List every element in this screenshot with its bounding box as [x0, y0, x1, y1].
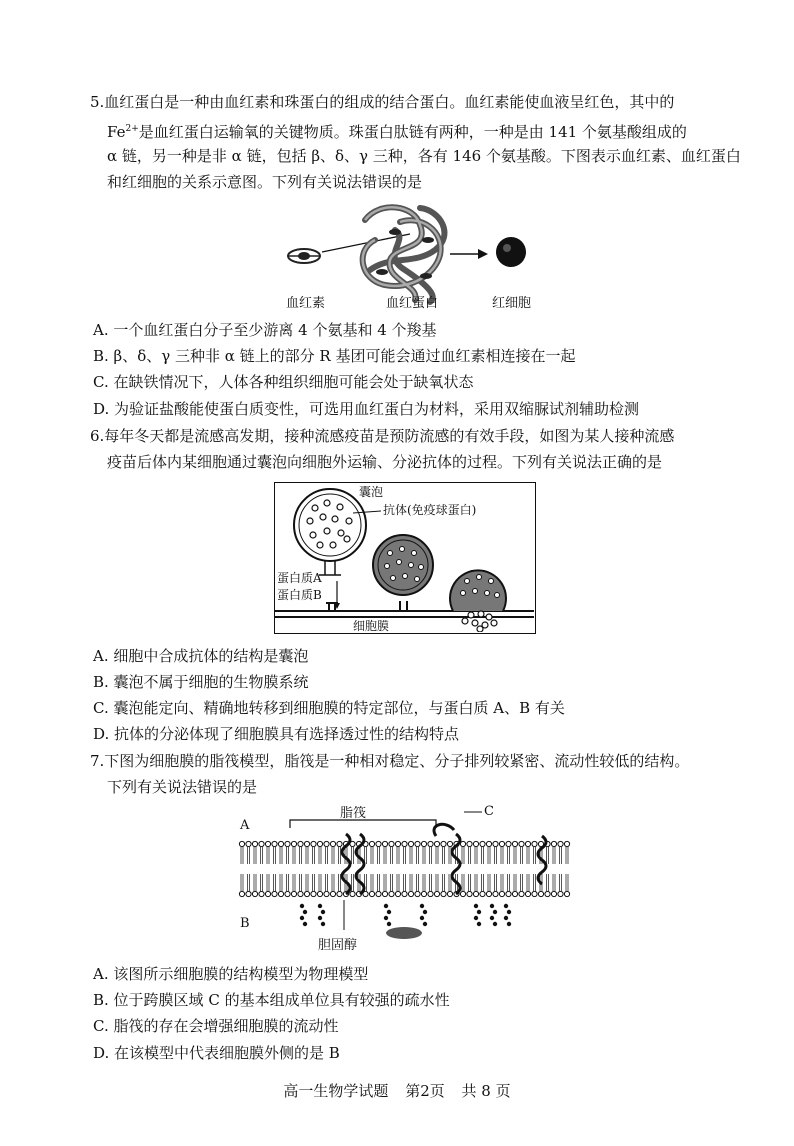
glycan-bead [303, 922, 307, 926]
q7-line2: 下列有关说法错误的是 [107, 778, 258, 796]
phospholipid-head [434, 841, 439, 846]
phospholipid-tail [456, 847, 458, 864]
lipid-raft-label: 脂筏 [340, 806, 367, 821]
side-a-label: A [240, 818, 250, 833]
glycan-bead [318, 904, 322, 908]
phospholipid-head [278, 841, 283, 846]
protein-a-label: 蛋白质A [277, 571, 322, 585]
phospholipid-tail [391, 847, 393, 864]
q5-option-d: D. 为验证盐酸能使蛋白质变性，可选用血红蛋白为材料，采用双缩脲试剂辅助检测 [93, 400, 640, 418]
phospholipid-head [330, 891, 335, 896]
phospholipid-tail [436, 874, 438, 891]
phospholipid-tail [313, 874, 315, 891]
phospholipid-head [519, 891, 524, 896]
phospholipid-head [447, 841, 452, 846]
glycan-bead [423, 922, 427, 926]
phospholipid-tail [384, 874, 386, 891]
phospholipid-head [304, 891, 309, 896]
phospholipid-tail [280, 847, 282, 864]
phospholipid-tail [560, 874, 562, 891]
vesicle-2-icon [373, 535, 433, 595]
phospholipid-head [473, 891, 478, 896]
phospholipid-head [278, 891, 283, 896]
phospholipid-head [395, 891, 400, 896]
phospholipid-head [291, 841, 296, 846]
phospholipid-tail [267, 847, 269, 864]
glycan-bead [420, 904, 424, 908]
q5-option-b: B. β、δ、γ 三种非 α 链上的部分 R 基团可能会通过血红素相连接在一起 [93, 347, 576, 365]
phospholipid-head [441, 891, 446, 896]
phospholipid-tail [404, 874, 406, 891]
phospholipid-head [545, 891, 550, 896]
glycan-bead [477, 922, 481, 926]
phospholipid-head [252, 841, 257, 846]
phospholipid-tail [326, 874, 328, 891]
phospholipid-tail [267, 874, 269, 891]
phospholipid-head [512, 891, 517, 896]
phospholipid-tail [462, 874, 464, 891]
glycan-bead [387, 922, 391, 926]
phospholipid-head [395, 841, 400, 846]
phospholipid-tail [553, 874, 555, 891]
phospholipid-head [285, 841, 290, 846]
phospholipid-tail [371, 847, 373, 864]
hemoglobin-label: 血红蛋白 [386, 296, 439, 311]
phospholipid-tail [352, 847, 354, 864]
q7-line1: 7.下图为细胞膜的脂筏模型，脂筏是一种相对稳定、分子排列较紧密、流动性较低的结构。 [90, 752, 690, 770]
cell-membrane-label: 细胞膜 [353, 619, 390, 633]
phospholipid-head [467, 841, 472, 846]
phospholipid-tail [462, 847, 464, 864]
red-blood-cell-icon [496, 237, 526, 267]
phospholipid-tail [326, 847, 328, 864]
phospholipid-head [415, 891, 420, 896]
phospholipid-tail [391, 874, 393, 891]
vesicle-1-icon [294, 489, 366, 561]
phospholipid-tail [495, 874, 497, 891]
phospholipid-tail [384, 847, 386, 864]
phospholipid-head [525, 891, 530, 896]
phospholipid-head [324, 841, 329, 846]
phospholipid-tail [410, 847, 412, 864]
phospholipid-head [558, 841, 563, 846]
glycan-bead [493, 910, 497, 914]
q6-option-d: D. 抗体的分泌体现了细胞膜具有选择透过性的结构特点 [93, 725, 460, 743]
heme-label: 血红素 [286, 296, 326, 311]
phospholipid-tail [287, 874, 289, 891]
phospholipid-tail [313, 847, 315, 864]
phospholipid-tail [534, 847, 536, 864]
phospholipid-head [421, 891, 426, 896]
glycan-bead [321, 910, 325, 914]
phospholipid-head [298, 841, 303, 846]
phospholipid-tail [547, 847, 549, 864]
phospholipid-tail [397, 847, 399, 864]
phospholipid-head [272, 841, 277, 846]
glycan-bead [318, 916, 322, 920]
phospholipid-tail [449, 847, 451, 864]
phospholipid-tail [293, 847, 295, 864]
phospholipid-head [324, 891, 329, 896]
phospholipid-head [376, 841, 381, 846]
phospholipid-head [428, 891, 433, 896]
glycan-bead [474, 916, 478, 920]
footer-total: 共 8 页 [461, 1082, 511, 1100]
phospholipid-tail [430, 847, 432, 864]
phospholipid-tail [521, 874, 523, 891]
phospholipid-tail [274, 847, 276, 864]
phospholipid-head [304, 841, 309, 846]
cholesterol-label: 胆固醇 [318, 938, 358, 953]
glycan-bead [384, 916, 388, 920]
phospholipid-head [298, 891, 303, 896]
q7-option-a: A. 该图所示细胞膜的结构模型为物理模型 [93, 965, 369, 983]
phospholipid-head [330, 841, 335, 846]
phospholipid-tail [553, 847, 555, 864]
fe-charge: 2+ [125, 124, 139, 134]
glycan-bead [504, 916, 508, 920]
phospholipid-head [558, 891, 563, 896]
phospholipid-tail [280, 874, 282, 891]
q7-option-b: B. 位于跨膜区域 C 的基本组成单位具有较强的疏水性 [93, 991, 450, 1009]
phospholipid-head [239, 891, 244, 896]
phospholipid-tail [521, 847, 523, 864]
phospholipid-tail [352, 874, 354, 891]
phospholipid-tail [547, 874, 549, 891]
glycan-bead [474, 904, 478, 908]
phospholipid-head [473, 841, 478, 846]
phospholipid-tail [339, 847, 341, 864]
phospholipid-tail [436, 847, 438, 864]
phospholipid-tail [475, 874, 477, 891]
q6-line2: 疫苗后体内某细胞通过囊泡向细胞外运输、分泌抗体的过程。下列有关说法正确的是 [107, 453, 663, 471]
phospholipid-tail [300, 847, 302, 864]
phospholipid-head [564, 841, 569, 846]
phospholipid-tail [332, 874, 334, 891]
footer-page: 第2页 [405, 1082, 445, 1100]
q5-line1: 5.血红蛋白是一种由血红素和珠蛋白的组成的结合蛋白。血红素能使血液呈红色，其中的 [90, 93, 675, 111]
phospholipid-tail [254, 847, 256, 864]
lipid-raft-figure [236, 800, 576, 952]
phospholipid-head [551, 891, 556, 896]
phospholipid-head [512, 841, 517, 846]
q5-option-c: C. 在缺铁情况下，人体各种组织细胞可能会处于缺氧状态 [93, 373, 474, 391]
phospholipid-tail [241, 847, 243, 864]
phospholipid-tail [508, 874, 510, 891]
phospholipid-tail [566, 847, 568, 864]
phospholipid-head [252, 891, 257, 896]
phospholipid-head [285, 891, 290, 896]
q5-line3: α 链，另一种是非 α 链，包括 β、δ、γ 三种，各有 146 个氨基酸。下图表示血红素、血红蛋白 [107, 147, 741, 165]
phospholipid-tail [469, 847, 471, 864]
glycan-bead [300, 916, 304, 920]
phospholipid-tail [430, 874, 432, 891]
phospholipid-head [259, 841, 264, 846]
q5-line2-rest: 是血红蛋白运输氧的关键物质。珠蛋白肽链有两种，一种是由 141 个氨基酸组成的 [138, 123, 687, 141]
phospholipid-head [408, 891, 413, 896]
rbc-label: 红细胞 [492, 296, 532, 311]
q5-line4: 和红细胞的关系示意图。下列有关说法错误的是 [107, 173, 423, 191]
phospholipid-head [317, 841, 322, 846]
glycan-bead [490, 904, 494, 908]
phospholipid-tail [495, 847, 497, 864]
phospholipid-tail [410, 874, 412, 891]
cholesterol-blob-icon [386, 927, 422, 939]
phospholipid-tail [482, 874, 484, 891]
phospholipid-head [486, 841, 491, 846]
phospholipid-tail [371, 874, 373, 891]
phospholipid-head [551, 841, 556, 846]
fe-text: Fe [107, 123, 126, 141]
phospholipid-head [532, 891, 537, 896]
phospholipid-tail [319, 847, 321, 864]
phospholipid-tail [261, 874, 263, 891]
glycan-bead [504, 904, 508, 908]
phospholipid-head [337, 891, 342, 896]
phospholipid-tail [248, 847, 250, 864]
q7-option-d: D. 在该模型中代表细胞膜外侧的是 B [93, 1044, 340, 1062]
phospholipid-head [246, 841, 251, 846]
phospholipid-head [415, 841, 420, 846]
phospholipid-tail [501, 847, 503, 864]
phospholipid-tail [306, 847, 308, 864]
phospholipid-head [265, 841, 270, 846]
phospholipid-head [506, 841, 511, 846]
phospholipid-tail [300, 874, 302, 891]
phospholipid-tail [514, 874, 516, 891]
antibody-label: 抗体(免疫球蛋白) [383, 503, 477, 517]
glycan-bead [387, 910, 391, 914]
phospholipid-tail [423, 874, 425, 891]
q5-line2 [107, 119, 687, 142]
phospholipid-head [506, 891, 511, 896]
phospholipid-tail [475, 847, 477, 864]
phospholipid-tail [254, 874, 256, 891]
phospholipid-head [402, 841, 407, 846]
phospholipid-head [428, 841, 433, 846]
phospholipid-head [460, 841, 465, 846]
hemoglobin-figure [270, 200, 550, 312]
phospholipid-head [382, 891, 387, 896]
phospholipid-tail [488, 847, 490, 864]
phospholipid-tail [287, 847, 289, 864]
phospholipid-tail [261, 847, 263, 864]
q6-option-b: B. 囊泡不属于细胞的生物膜系统 [93, 673, 309, 691]
phospholipid-tail [560, 847, 562, 864]
phospholipid-head [272, 891, 277, 896]
glycan-bead [300, 904, 304, 908]
phospholipid-tail [488, 874, 490, 891]
phospholipid-head [480, 891, 485, 896]
region-c-label: C [484, 804, 494, 819]
phospholipid-tail [482, 847, 484, 864]
phospholipid-head [493, 891, 498, 896]
phospholipid-head [246, 891, 251, 896]
phospholipid-head [369, 841, 374, 846]
glycan-bead [420, 916, 424, 920]
phospholipid-head [291, 891, 296, 896]
phospholipid-head [493, 841, 498, 846]
glycan-bead [493, 922, 497, 926]
phospholipid-head [538, 891, 543, 896]
glycan-bead [321, 922, 325, 926]
page-footer [0, 1080, 794, 1101]
phospholipid-tail [527, 847, 529, 864]
phospholipid-tail [319, 874, 321, 891]
phospholipid-head [376, 891, 381, 896]
phospholipid-tail [417, 874, 419, 891]
phospholipid-tail [501, 874, 503, 891]
phospholipid-head [369, 891, 374, 896]
phospholipid-tail [423, 847, 425, 864]
glycan-bead [507, 922, 511, 926]
phospholipid-tail [443, 874, 445, 891]
phospholipid-head [480, 841, 485, 846]
q6-option-c: C. 囊泡能定向、精确地转移到细胞膜的特定部位，与蛋白质 A、B 有关 [93, 699, 565, 717]
phospholipid-head [447, 891, 452, 896]
q5-option-a: A. 一个血红蛋白分子至少游离 4 个氨基和 4 个羧基 [93, 321, 437, 339]
phospholipid-head [389, 891, 394, 896]
phospholipid-head [486, 891, 491, 896]
glycan-bead [477, 910, 481, 914]
phospholipid-head [311, 891, 316, 896]
phospholipid-head [499, 841, 504, 846]
footer-title: 高一生物学试题 [283, 1082, 389, 1100]
phospholipid-head [460, 891, 465, 896]
glycan-bead [423, 910, 427, 914]
phospholipid-head [239, 841, 244, 846]
phospholipid-head [402, 891, 407, 896]
phospholipid-head [564, 891, 569, 896]
glycan-bead [490, 916, 494, 920]
phospholipid-tail [306, 874, 308, 891]
phospholipid-tail [339, 874, 341, 891]
phospholipid-head [408, 841, 413, 846]
phospholipid-tail [566, 874, 568, 891]
heme-molecule-icon [288, 249, 320, 263]
phospholipid-tail [378, 847, 380, 864]
phospholipid-tail [534, 874, 536, 891]
phospholipid-tail [248, 874, 250, 891]
phospholipid-tail [274, 874, 276, 891]
phospholipid-head [311, 841, 316, 846]
phospholipid-tail [404, 847, 406, 864]
phospholipid-head [519, 841, 524, 846]
phospholipid-tail [241, 874, 243, 891]
q7-option-c: C. 脂筏的存在会增强细胞膜的流动性 [93, 1017, 339, 1035]
protein-b-label: 蛋白质B [277, 588, 322, 602]
phospholipid-tail [508, 847, 510, 864]
phospholipid-head [382, 841, 387, 846]
phospholipid-head [389, 841, 394, 846]
protein-c-loop-icon [434, 824, 454, 836]
phospholipid-tail [332, 847, 334, 864]
phospholipid-head [337, 841, 342, 846]
glycan-bead [303, 910, 307, 914]
phospholipid-tail [417, 847, 419, 864]
phospholipid-tail [397, 874, 399, 891]
lipid-raft-diagram [236, 800, 576, 952]
phospholipid-tail [443, 847, 445, 864]
phospholipid-tail [469, 874, 471, 891]
phospholipid-head [441, 841, 446, 846]
phospholipid-head [317, 891, 322, 896]
side-b-label: B [240, 916, 250, 931]
phospholipid-head [499, 891, 504, 896]
phospholipid-head [525, 841, 530, 846]
vesicle-label: 囊泡 [359, 485, 384, 499]
glycan-bead [384, 904, 388, 908]
q6-line1: 6.每年冬天都是流感高发期，接种流感疫苗是预防流感的有效手段，如图为某人接种流感 [90, 427, 675, 445]
phospholipid-tail [378, 874, 380, 891]
q6-option-a: A. 细胞中合成抗体的结构是囊泡 [93, 647, 309, 665]
phospholipid-head [467, 891, 472, 896]
phospholipid-tail [514, 847, 516, 864]
phospholipid-head [350, 891, 355, 896]
glycan-bead [507, 910, 511, 914]
phospholipid-head [265, 891, 270, 896]
phospholipid-head [434, 891, 439, 896]
vesicle-figure [274, 482, 536, 634]
phospholipid-head [532, 841, 537, 846]
phospholipid-head [421, 841, 426, 846]
phospholipid-head [259, 891, 264, 896]
phospholipid-tail [293, 874, 295, 891]
phospholipid-tail [527, 874, 529, 891]
